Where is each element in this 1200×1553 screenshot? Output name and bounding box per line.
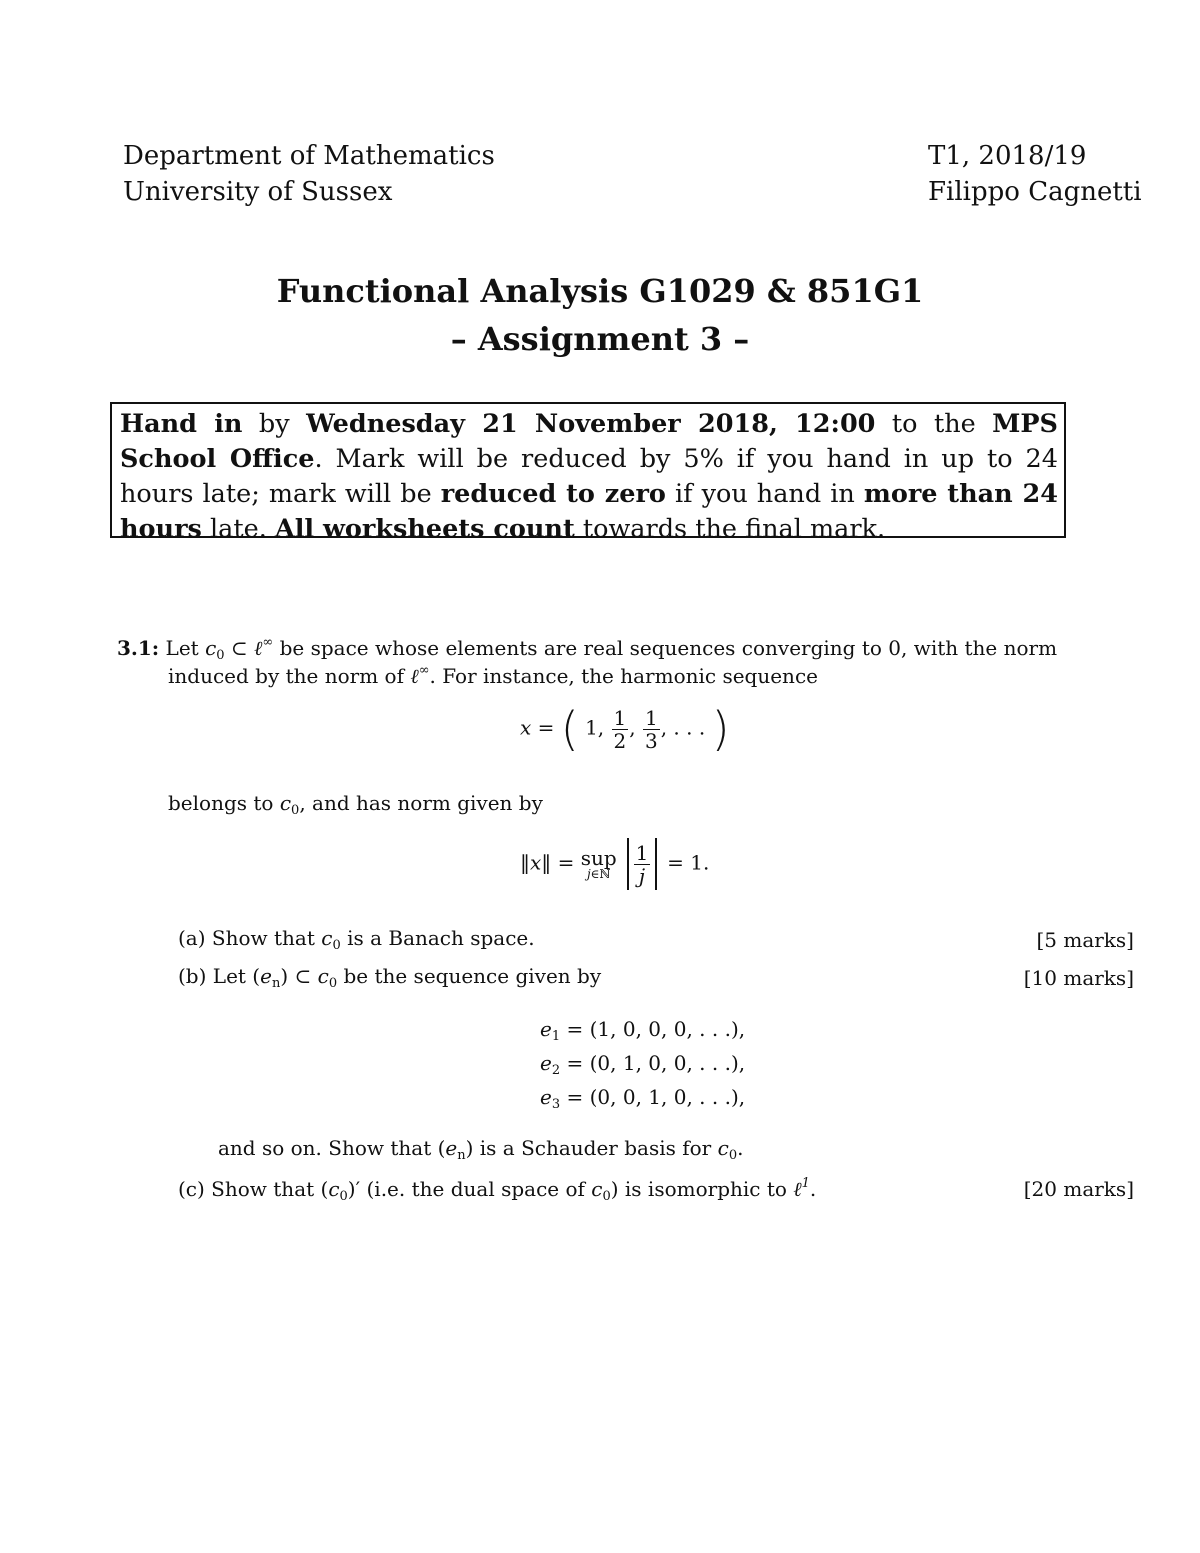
belongs-text: belongs to [168, 791, 280, 815]
lecturer-name: Filippo Cagnetti [928, 177, 1142, 207]
problem-intro-line1: 3.1: Let $c_0$ ⊂ ℓ∞ be space whose elements are real sequences converging to 0, with the norm [117, 635, 1058, 663]
department-name: Department of Mathematics [123, 141, 495, 171]
intro-text: . For instance, the harmonic sequence [429, 664, 818, 688]
en-symbol: $e_n$ [260, 964, 281, 991]
notice-late-threshold: more than 24 hours [120, 479, 1058, 544]
part-a [178, 928, 535, 952]
problem-label: 3.1: [117, 636, 160, 660]
document-title: Functional Analysis G1029 & 851G1 [276, 272, 924, 310]
part-b-marks: [10 marks] [1023, 966, 1134, 990]
c0-symbol: $c_0$ [717, 1136, 738, 1163]
hand-in-notice [110, 402, 1066, 544]
c0-symbol: $c_0$ [328, 1177, 348, 1204]
part-c: (c) Show that $(c_0)'$ (i.e. the dual space of $c_0$) is isomorphic to ℓ$^1$. [178, 1176, 817, 1204]
part-c-text: Show that ( [211, 1177, 329, 1201]
university-name: University of Sussex [123, 177, 393, 207]
part-c-text: )′ (i.e. the dual space of [347, 1177, 592, 1201]
part-b-label: (b) [178, 964, 207, 988]
notice-text-5: late. [201, 514, 275, 544]
part-c-marks: [20 marks] [1023, 1177, 1134, 1201]
notice-all-count: All worksheets count [274, 514, 575, 544]
c0-symbol: $c_0$ [591, 1177, 611, 1204]
part-a-marks: [5 marks] [1036, 928, 1134, 952]
notice-deadline: Wednesday 21 November 2018, 12:00 [306, 409, 876, 439]
part-b-text: be the sequence given by [337, 964, 602, 988]
notice-office: MPS School Office [120, 409, 1058, 474]
notice-reduced-zero: reduced to zero [440, 479, 666, 509]
problem-intro-line2 [168, 664, 818, 686]
c0-symbol: $c_0$ [317, 964, 338, 991]
linf-symbol: ℓ∞ [254, 635, 274, 660]
basis-e1: $e_1 = (1$, 0, 0, 0, . . .), [540, 1017, 746, 1044]
basis-e3-value: = (0, 0, 1, 0, . . .), [566, 1085, 746, 1109]
notice-text-3: . Mark will be reduced by 5% if you hand in up to 24 hours late; mark will be [120, 444, 1058, 509]
term-label: T1, 2018/19 [928, 141, 1087, 171]
part-c-label: (c) [178, 1177, 205, 1201]
belongs-text: , and has norm given by [299, 791, 543, 815]
basis-e2-value: = (0, 1, 0, 0, . . .), [566, 1051, 746, 1075]
part-b-conclusion: and so on. Show that $(e_n)$ is a Schauder basis for $c_0$. [218, 1136, 744, 1163]
part-b-after-text: ) is a Schauder basis for [465, 1136, 718, 1160]
l1-symbol: ℓ$^1$ [793, 1176, 810, 1201]
basis-e2: $e_2 = (0$, 1, 0, 0, . . .), [540, 1051, 746, 1078]
assignment-subtitle: – Assignment 3 – [450, 320, 750, 358]
part-a-text: is a Banach space. [340, 926, 535, 950]
part-b-after-text: and so on. Show that ( [218, 1136, 446, 1160]
belongs-line [168, 793, 543, 817]
basis-e3: $e_3 = (0$, 0, 1, 0, . . .), [540, 1085, 746, 1112]
part-b-text: ) ⊂ [280, 964, 318, 988]
en-symbol: $e_n$ [445, 1136, 466, 1163]
notice-text-2: to the [875, 409, 993, 439]
notice-text-4: if you hand in [665, 479, 864, 509]
notice-bold-1: Hand in [120, 409, 243, 439]
basis-e1-value: = (1, 0, 0, 0, . . .), [566, 1017, 746, 1041]
notice-text-1: by [242, 409, 307, 439]
part-b-text: Let ( [212, 964, 261, 988]
part-b [178, 966, 601, 990]
norm-equation: ‖x‖ = sup j∈ℕ $\frac{1}{j}$ = 1. [520, 838, 709, 890]
part-a-label: (a) [178, 926, 206, 950]
notice-text-6: towards the final mark. [574, 514, 886, 544]
intro-text: be space whose elements are real sequences converging to 0, with the norm [273, 636, 1058, 660]
harmonic-sequence-equation: x = ( 1, $\frac{1}{2}$ , $\frac{1}{3}$ , . . . ) [520, 702, 730, 756]
part-a-text: Show that [211, 926, 322, 950]
c0-symbol: $c_0$ [321, 926, 341, 953]
intro-text: induced by the norm of [168, 664, 411, 688]
linf-symbol: ℓ∞ [410, 663, 430, 688]
intro-text: Let [165, 636, 206, 660]
part-c-text: ) is isomorphic to [610, 1177, 794, 1201]
c0-symbol: $c_0$ [279, 791, 300, 818]
c0-symbol: $c_0$ [205, 636, 225, 663]
